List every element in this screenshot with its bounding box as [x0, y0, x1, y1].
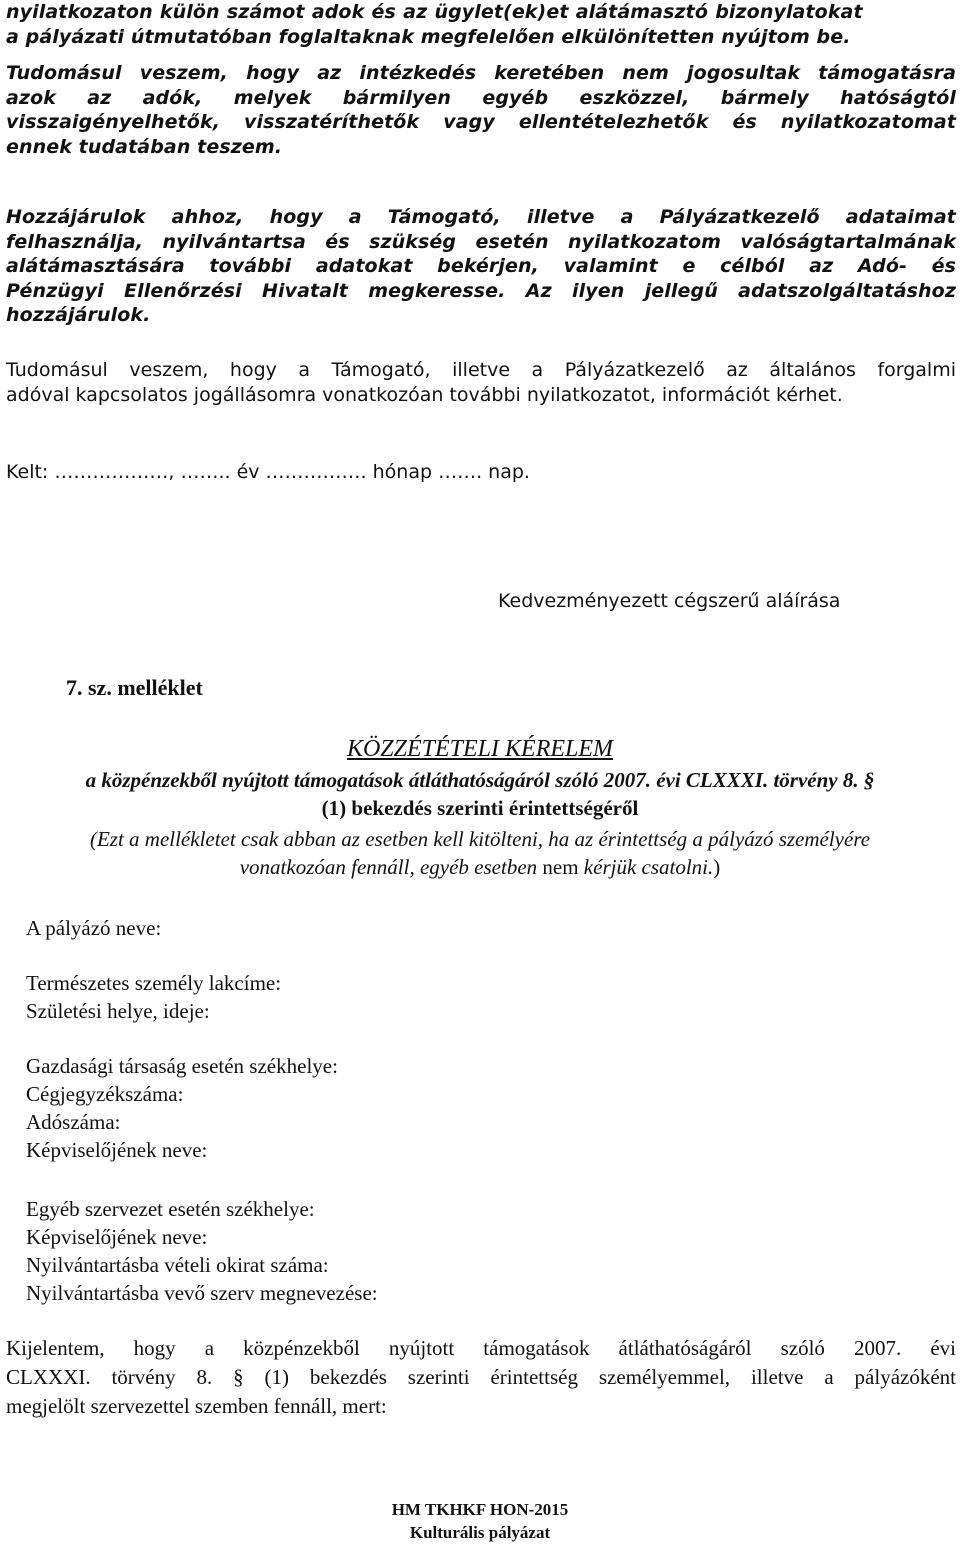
footer-line: Kulturális pályázat: [409, 1523, 551, 1542]
paragraph-line: visszaigényelhetők, visszatéríthetők vagy ellentételezhetők és nyilatkozatomat: [6, 111, 956, 133]
annex-title: [0, 734, 960, 764]
top-paragraph: [6, 0, 956, 49]
paragraph-line: nyilatkozaton külön számot adok és az ügylet(ek)et alátámasztó bizonylatokat: [6, 1, 863, 23]
other-org-fields: [26, 1195, 378, 1307]
field-label: Képviselőjének neve:: [26, 1138, 208, 1162]
declaration-line: Kijelentem, hogy a közpénzekből nyújtott támogatások átláthatóságáról szóló 2007. évi: [6, 1336, 956, 1360]
annex-note: [0, 825, 960, 881]
field-label: Cégjegyzékszáma:: [26, 1082, 184, 1106]
footer: [0, 1498, 960, 1544]
declaration-line: CLXXXI. törvény 8. § (1) bekezdés szerinti érintettség személyemmel, illetve a pályázóként: [6, 1365, 956, 1389]
field-label: Képviselőjének neve:: [26, 1225, 208, 1249]
declaration: [6, 1334, 956, 1421]
field-label: Nyilvántartásba vételi okirat száma:: [26, 1253, 329, 1277]
paragraph-line: alátámasztására további adatokat bekérjen, valamint e célból az Adó- és: [6, 255, 956, 277]
consent-paragraph: [6, 205, 956, 328]
paragraph-line: hozzájárulok.: [6, 304, 151, 326]
field-label: Egyéb szervezet esetén székhelye:: [26, 1197, 315, 1221]
date-line: Kelt: ………………, …….. év ……………. hónap ……. nap.: [6, 461, 530, 483]
paragraph-line: ennek tudatában teszem.: [6, 135, 283, 158]
field-label: Természetes személy lakcíme:: [26, 971, 282, 995]
signature-label: Kedvezményezett cégszerű aláírása: [498, 590, 841, 612]
annex-subtitle-line: a közpénzekből nyújtott támogatások átláthatóságáról szóló 2007. évi CLXXXI. törvény 8. §: [85, 768, 875, 792]
annex-number: 7. sz. melléklet: [66, 675, 203, 700]
footer-line: HM TKHKF HON-2015: [391, 1500, 569, 1519]
paragraph-line: felhasználja, nyilvántartsa és szükség esetén nyilatkozatom valóságtartalmának: [6, 230, 956, 253]
annex-note-italic: kérjük csatolni.: [583, 855, 714, 879]
paragraph-line: Pénzügyi Ellenőrzési Hivatalt megkeresse. Az ilyen jellegű adatszolgáltatáshoz: [6, 279, 956, 302]
annex-note-line: [0, 853, 960, 881]
declaration-line: megjelölt szervezettel szemben fennáll, mert:: [6, 1394, 387, 1418]
field-label: Adószáma:: [26, 1110, 121, 1134]
paragraph-line: Hozzájárulok ahhoz, hogy a Támogató, illetve a Pályázatkezelő adataimat: [6, 206, 956, 228]
field-label: Nyilvántartásba vevő szerv megnevezése:: [26, 1281, 378, 1305]
paragraph-line: Tudomásul veszem, hogy az intézkedés keretében nem jogosultak támogatásra: [6, 62, 956, 84]
company-fields: [26, 1052, 338, 1164]
annex-title-text: KÖZZÉTÉTELI KÉRELEM: [346, 736, 614, 762]
vat-paragraph: [6, 358, 956, 408]
paragraph-line: adóval kapcsolatos jogállásomra vonatkozóan további nyilatkozatot, információt kérhet.: [6, 384, 843, 406]
natural-person-fields: [26, 969, 281, 1025]
paragraph-line: Tudomásul veszem, hogy a Támogató, illetve a Pályázatkezelő az általános forgalmi: [6, 359, 956, 381]
paragraph-line: azok az adók, melyek bármilyen egyéb eszközzel, bármely hatóságtól: [6, 86, 956, 109]
annex-note-italic: vonatkozóan fennáll, egyéb esetben: [239, 855, 538, 879]
tax-paragraph: [6, 61, 956, 159]
annex-subtitle: [0, 766, 960, 822]
annex-note-normal: nem: [542, 855, 579, 879]
annex-note-line: (Ezt a mellékletet csak abban az esetben kell kitölteni, ha az érintettség a pályázó személyére: [89, 827, 871, 851]
annex-subtitle-line: (1) bekezdés szerinti érintettségéről: [321, 796, 639, 820]
field-applicant-name: A pályázó neve:: [26, 916, 162, 940]
annex-note-close: ): [713, 855, 721, 879]
paragraph-line: a pályázati útmutatóban foglaltaknak megfelelően elkülönítetten nyújtom be.: [6, 25, 851, 48]
field-label: Gazdasági társaság esetén székhelye:: [26, 1054, 338, 1078]
field-label: Születési helye, ideje:: [26, 999, 210, 1023]
